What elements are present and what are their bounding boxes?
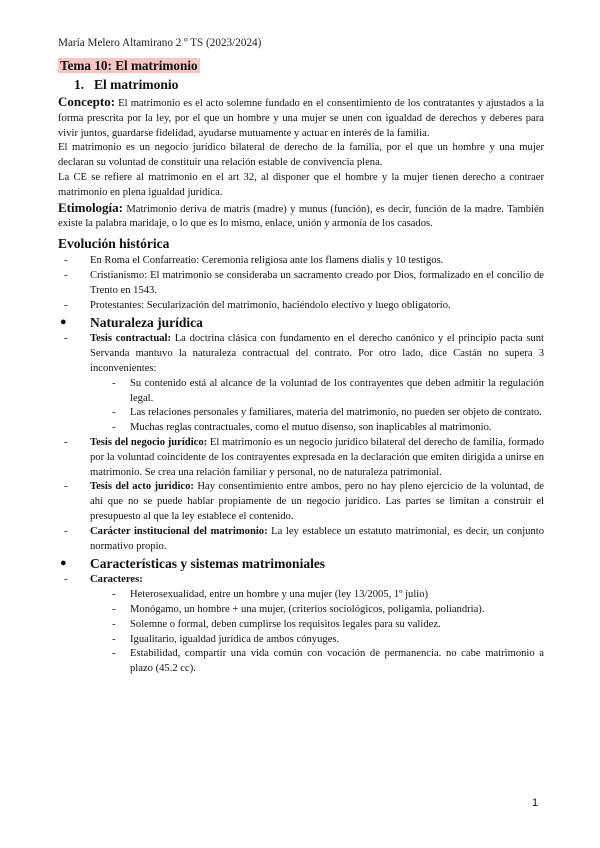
dash-marker: - bbox=[64, 269, 68, 281]
caracter-institucional-text: La ley establece un estatuto matrimonial, es decir, un conjunto normativo propio. bbox=[90, 525, 544, 552]
caracteres-list bbox=[58, 573, 544, 677]
list-item bbox=[108, 603, 544, 618]
naturaleza-list bbox=[58, 332, 544, 554]
evolucion-heading: Evolución histórica bbox=[58, 236, 170, 252]
list-item-text: Solemne o formal, deben cumplirse los requisitos legales para su validez. bbox=[130, 618, 441, 630]
etimologia-paragraph bbox=[58, 201, 544, 233]
concepto-label: Concepto: bbox=[58, 94, 116, 109]
list-item-text: Estabilidad, compartir una vida común con vocación de permanencia. no cabe matrimonio a plazo (45.2 cc). bbox=[130, 648, 544, 675]
document-page bbox=[58, 36, 544, 677]
caracter-institucional-label: Carácter institucional del matrimonio: bbox=[90, 525, 268, 537]
list-item-text: Heterosexualidad, entre un hombre y una mujer (ley 13/2005, 1º julio) bbox=[130, 589, 429, 601]
list-item bbox=[58, 573, 544, 677]
paragraph-negocio: El matrimonio es un negocio jurídico bilateral de derecho de la familia, por el que un hombre y una mujer declaran su voluntad de constituir una relación estable de convivencia plena. bbox=[58, 142, 544, 169]
list-item-text: Igualitario, igualdad jurídica de ambos cónyuges. bbox=[130, 633, 340, 645]
evolucion-list bbox=[58, 254, 544, 313]
dash-marker: - bbox=[112, 407, 116, 419]
dash-marker: - bbox=[64, 255, 68, 267]
dash-marker: - bbox=[112, 589, 116, 601]
dash-marker: - bbox=[112, 377, 116, 389]
list-item bbox=[108, 618, 544, 633]
list-item bbox=[58, 525, 544, 555]
paragraph-ce: La CE se refiere al matrimonio en el art 32, al disponer que el hombre y la mujer tienen derecho a contraer matrimonio en plena igualdad jurídica. bbox=[58, 171, 544, 198]
list-item bbox=[108, 647, 544, 677]
list-item bbox=[58, 332, 544, 436]
tesis-negocio-text: El matrimonio es un negocio jurídico bilateral del derecho de familia, formado por la voluntad coincidente de los contrayentes expresada en la declaración que emiten dirigida a unirse en matrimonio. Se crea una relación familiar y personal, no de naturaleza patrimonial. bbox=[90, 436, 544, 478]
dash-marker: - bbox=[64, 574, 68, 586]
caracteres-sublist bbox=[108, 588, 544, 677]
list-item bbox=[108, 421, 544, 436]
dash-marker: - bbox=[64, 525, 68, 537]
dash-marker: - bbox=[112, 633, 116, 645]
page-header: María Melero Altamirano 2 º TS (2023/2024) bbox=[58, 37, 262, 49]
dash-marker: - bbox=[64, 436, 68, 448]
list-item bbox=[58, 299, 544, 314]
list-item-text: Muchas reglas contractuales, como el mutuo disenso, son inaplicables al matrimonio. bbox=[130, 422, 492, 434]
bullet-dot-icon: ● bbox=[60, 316, 67, 329]
list-item bbox=[108, 406, 544, 421]
dash-marker: - bbox=[112, 618, 116, 630]
document-title bbox=[58, 58, 544, 74]
section-heading-matrimonio bbox=[74, 76, 544, 93]
list-item-text: Monógamo, un hombre + una mujer, (criterios sociológicos, poligamia, poliandria). bbox=[130, 603, 485, 615]
dash-marker: - bbox=[64, 333, 68, 345]
caracteres-label: Caracteres: bbox=[90, 574, 143, 586]
tesis-negocio-label: Tesis del negocio jurídico: bbox=[90, 436, 208, 448]
list-item-text: Las relaciones personales y familiares, materia del matrimonio, no pueden ser objeto de contrato. bbox=[130, 407, 542, 419]
caracteristicas-heading bbox=[58, 555, 544, 572]
etimologia-label: Etimología: bbox=[58, 199, 123, 215]
list-item bbox=[58, 269, 544, 299]
list-item bbox=[108, 377, 544, 407]
list-item-text: Protestantes: Secularización del matrimonio, haciéndolo electivo y luego obligatorio. bbox=[90, 299, 451, 311]
list-item bbox=[58, 480, 544, 524]
list-item-text: Cristianismo: El matrimonio se consideraba un sacramento creado por Dios, formalizado en el concilio de Trento en 1543. bbox=[90, 269, 544, 296]
tesis-acto-text: Hay consentimiento entre ambos, pero no hay pleno ejercicio de la voluntad, de ahí que no se puede hablar propiamente de un negocio jurídico. Las partes se limitan a construir el presupuesto al que la ley establece el contenido. bbox=[90, 481, 544, 522]
list-item-text: En Roma el Confarreatio: Ceremonia religiosa ante los flamens dialis y 10 testigos. bbox=[90, 255, 444, 267]
concepto-paragraph bbox=[58, 95, 544, 141]
dash-marker: - bbox=[112, 603, 116, 615]
inconvenientes-list bbox=[108, 377, 544, 436]
page-number: 1 bbox=[532, 797, 539, 809]
title-highlight: Tema 10: El matrimonio bbox=[60, 58, 198, 73]
tesis-acto-label: Tesis del acto jurídico: bbox=[90, 481, 194, 493]
section-label: El matrimonio bbox=[94, 77, 179, 92]
tesis-contractual-label: Tesis contractual: bbox=[90, 333, 171, 345]
naturaleza-heading bbox=[58, 314, 544, 331]
list-item bbox=[108, 588, 544, 603]
list-item-text: Su contenido está al alcance de la voluntad de los contrayentes que deben admitir la regulación legal. bbox=[130, 377, 544, 404]
dash-marker: - bbox=[112, 648, 116, 660]
tesis-contractual-text: La doctrina clásica con fundamento en el derecho canónico y el principio pacta sunt Servanda mantuvo la naturaleza contractual del contrato. Por otro lado, dice Castán no supera 3 inconvenientes: bbox=[90, 333, 544, 374]
section-number: 1. bbox=[74, 77, 85, 92]
list-item bbox=[58, 254, 544, 269]
bullet-dot-icon: ● bbox=[60, 557, 67, 570]
dash-marker: - bbox=[112, 422, 116, 434]
naturaleza-heading-text: Naturaleza jurídica bbox=[90, 315, 203, 331]
concepto-text: El matrimonio es el acto solemne fundado en el consentimiento de los contratantes y ajustados a la forma prescrita por la ley, por el que un hombre y una mujer se unen con igualdad de derechos y deberes para vivir juntos, guardarse fidelidad, ayudarse mutuamente y actuar en interés de la familia. bbox=[58, 98, 544, 139]
dash-marker: - bbox=[64, 299, 68, 311]
caracteristicas-heading-text: Características y sistemas matrimoniales bbox=[90, 556, 326, 572]
list-item bbox=[108, 633, 544, 648]
dash-marker: - bbox=[64, 481, 68, 493]
etimologia-text: Matrimonio deriva de matris (madre) y munus (función), es decir, función de la madre. También existe la palabra maridaje, o lo que es lo mismo, enlace, unión y armonía de los casados. bbox=[58, 203, 544, 230]
list-item bbox=[58, 436, 544, 480]
